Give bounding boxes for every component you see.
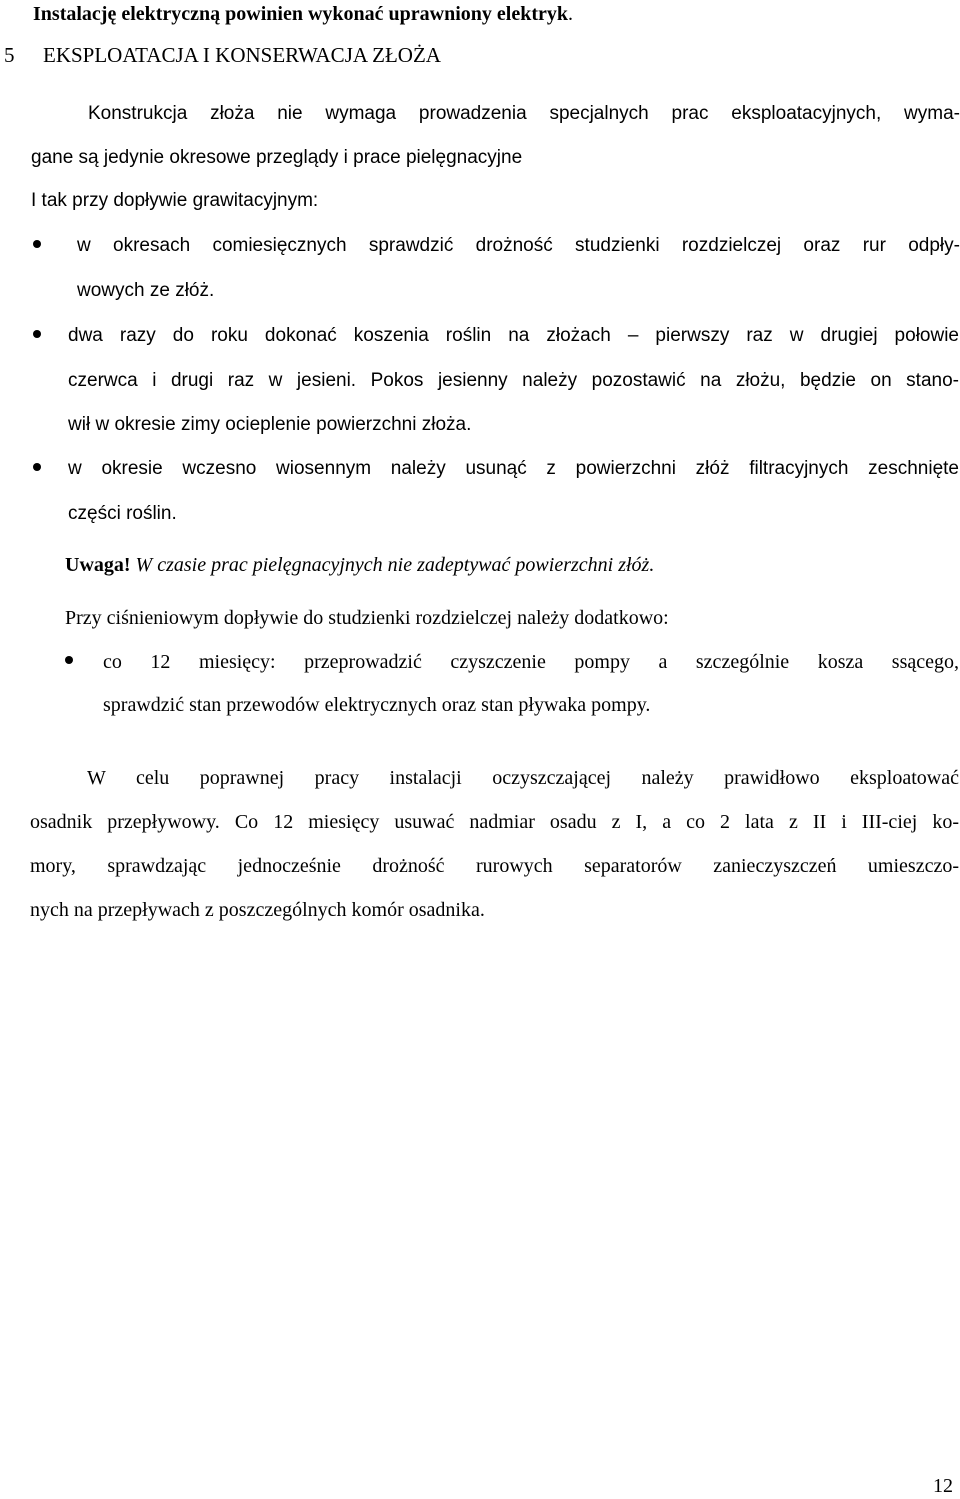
- warning-label: Uwaga!: [65, 554, 131, 576]
- warning-text: W czasie prac pielęgnacyjnych nie zadeptywać powierzchni złóż.: [130, 554, 655, 576]
- final-paragraph-line-2: osadnik przepływowy. Co 12 miesięcy usuwać nadmiar osadu z I, a co 2 lata z II i III-ciej ko-: [30, 811, 959, 833]
- section-number: 5: [4, 43, 15, 67]
- gravity-item-1-line-2: wowych ze złóż.: [77, 280, 215, 301]
- gravity-item-2-line-1: dwa razy do roku dokonać koszenia roślin na złożach – pierwszy raz w drugiej połowie: [68, 325, 959, 346]
- final-paragraph-line-3: mory, sprawdzając jednocześnie drożność rurowych separatorów zanieczyszczeń umieszczo-: [30, 855, 959, 877]
- pressure-item-line-2: sprawdzić stan przewodów elektrycznych oraz stan pływaka pompy.: [103, 694, 651, 716]
- final-paragraph-line-1: W celu poprawnej pracy instalacji oczyszczającej należy prawidłowo eksploatować: [87, 767, 959, 789]
- bullet-icon: [33, 330, 41, 338]
- pressure-item-line-1: co 12 miesięcy: przeprowadzić czyszczenie pompy a szczególnie kosza ssącego,: [103, 651, 959, 673]
- warning-line: [65, 553, 654, 577]
- gravity-item-2-line-3: wił w okresie zimy ocieplenie powierzchni złoża.: [68, 414, 472, 435]
- page-number: 12: [933, 1475, 953, 1497]
- gravity-item-3-line-2: części roślin.: [68, 503, 177, 524]
- bullet-icon: [33, 240, 41, 248]
- installation-note: [33, 2, 573, 26]
- final-paragraph-line-4: nych na przepływach z poszczególnych komór osadnika.: [30, 899, 485, 921]
- intro-line-3: I tak przy dopływie grawitacyjnym:: [31, 190, 319, 211]
- bullet-icon: [65, 656, 73, 664]
- intro-line-1: Konstrukcja złoża nie wymaga prowadzenia specjalnych prac eksploatacyjnych, wyma-: [88, 103, 960, 124]
- gravity-item-1-line-1: w okresach comiesięcznych sprawdzić drożność studzienki rozdzielczej oraz rur odpły-: [77, 235, 960, 256]
- bullet-icon: [33, 463, 41, 471]
- installation-note-bold: Instalację elektryczną powinien wykonać uprawniony elektryk: [33, 3, 568, 25]
- installation-note-period: .: [568, 3, 573, 25]
- intro-line-2: gane są jedynie okresowe przeglądy i prace pielęgnacyjne: [31, 147, 523, 168]
- pressure-intro: Przy ciśnieniowym dopływie do studzienki rozdzielczej należy dodatkowo:: [65, 607, 669, 629]
- section-title: EKSPLOATACJA I KONSERWACJA ZŁOŻA: [43, 43, 441, 67]
- gravity-item-3-line-1: w okresie wczesno wiosennym należy usunąć z powierzchni złóż filtracyjnych zeschnięte: [68, 458, 959, 479]
- gravity-item-2-line-2: czerwca i drugi raz w jesieni. Pokos jesienny należy pozostawić na złożu, będzie on stano-: [68, 370, 959, 391]
